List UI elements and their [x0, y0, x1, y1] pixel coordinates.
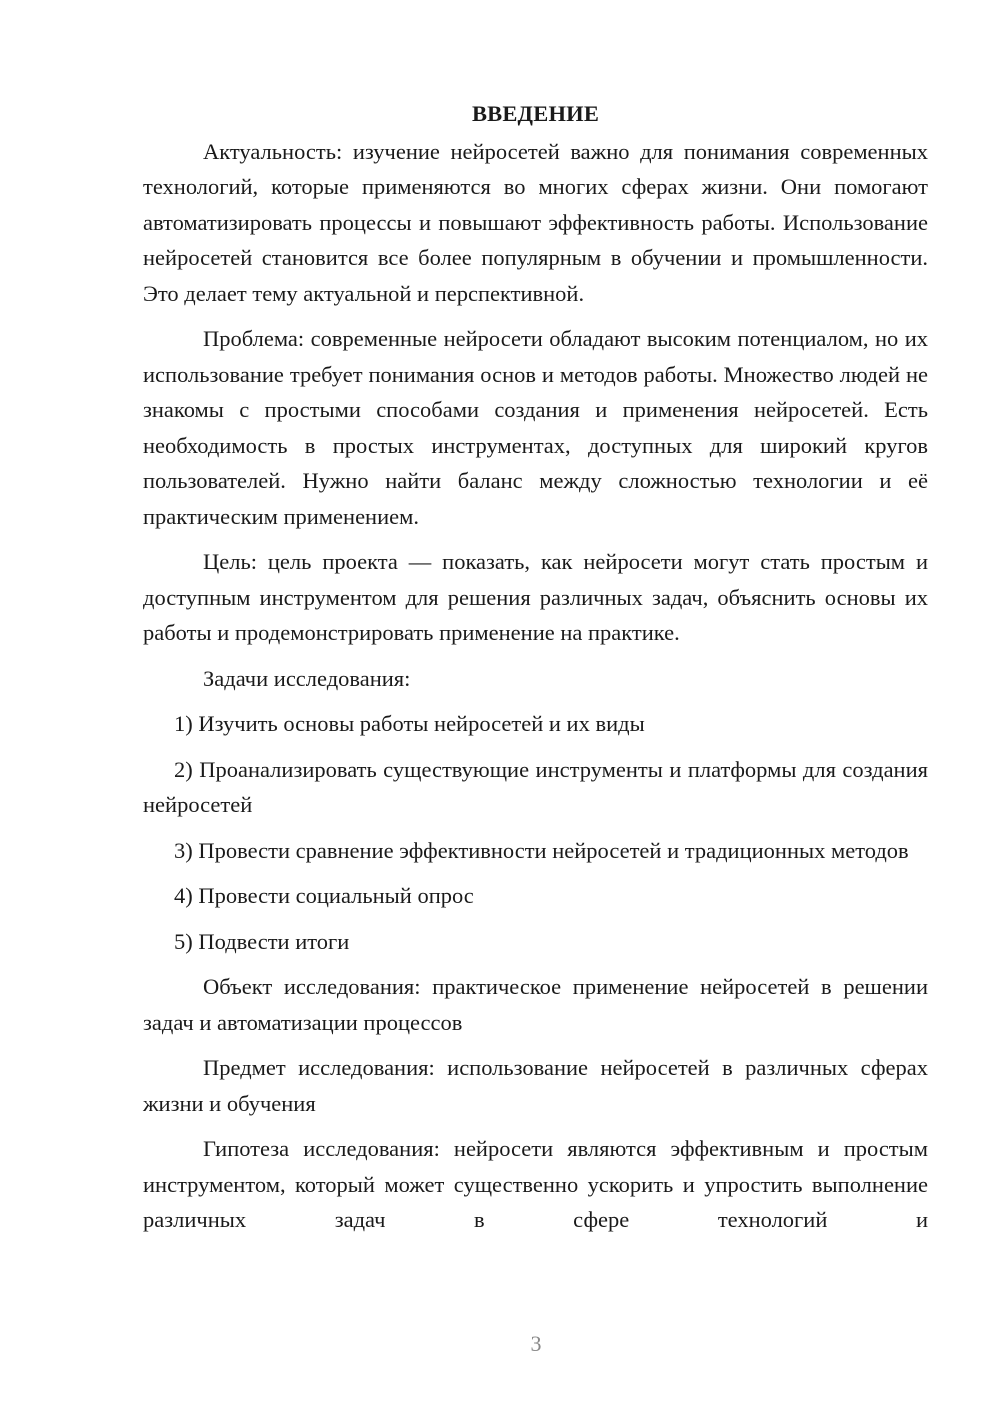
- hypothesis-paragraph: Гипотеза исследования: нейросети являются эффективным и простым инструментом, который может существенно ускорить и упростить выполнение различных задач в сфере технологий и: [143, 1136, 928, 1232]
- page-number: 3: [530, 1331, 542, 1356]
- task-item-3: 3) Провести сравнение эффективности нейросетей и традиционных методов: [174, 837, 909, 863]
- page-title: ВВЕДЕНИЕ: [471, 101, 600, 126]
- subject-paragraph: Предмет исследования: использование нейросетей в различных сферах жизни и обучения: [143, 1055, 928, 1116]
- page-content: [143, 96, 928, 1248]
- object-paragraph: Объект исследования: практическое применение нейросетей в решении задач и автоматизации процессов: [143, 974, 928, 1035]
- relevance-paragraph: Актуальность: изучение нейросетей важно для понимания современных технологий, которые применяются во многих сферах жизни. Они помогают автоматизировать процессы и повышают эффективность работы. Использование нейросетей становится все более популярным в обучении и промышленности. Это делает тему актуальной и перспективной.: [143, 138, 928, 306]
- problem-paragraph: Проблема: современные нейросети обладают высоким потенциалом, но их использование требует понимания основ и методов работы. Множество людей не знакомы с простыми способами создания и применения нейросетей. Есть необходимость в простых инструментах, доступных для широкий кругов пользователей. Нужно найти баланс между сложностью технологии и её практическим применением.: [143, 326, 928, 529]
- goal-paragraph: Цель: цель проекта — показать, как нейросети могут стать простым и доступным инструментом для решения различных задач, объяснить основы их работы и продемонстрировать применение на практике.: [143, 549, 928, 645]
- task-item-5: 5) Подвести итоги: [174, 928, 350, 954]
- tasks-heading: Задачи исследования:: [203, 665, 411, 691]
- task-item-4: 4) Провести социальный опрос: [174, 883, 474, 908]
- task-item-2: 2) Проанализировать существующие инструменты и платформы для создания нейросетей: [143, 756, 928, 817]
- task-item-1: 1) Изучить основы работы нейросетей и их виды: [174, 711, 645, 736]
